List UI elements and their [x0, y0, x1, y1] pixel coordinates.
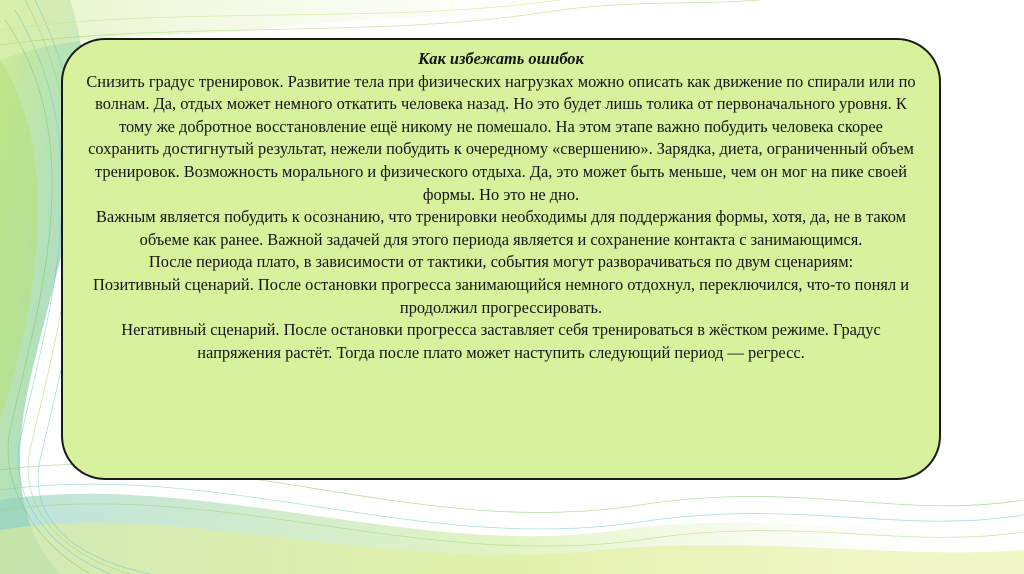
paragraph-reduce-intensity: Снизить градус тренировок. Развитие тела при физических нагрузках можно описать как движение по спирали или по волнам. Да, отдых может немного откатить человека назад. Но это будет лишь толика от первоначального уровня. К тому же добротное восстановление ещё никому не помешало. На этом этапе важно побудить человека скорее сохранить достигнутый результат, нежели побудить к очередному «свершению». Зарядка, диета, ограниченный объем тренировок. Возможность морального и физического отдыха. Да, это может быть меньше, чем он мог на пике своей формы. Но это не дно.: [86, 71, 916, 204]
paragraph-positive-scenario: Позитивный сценарий. После остановки прогресса занимающийся немного отдохнул, переключился, что-то понял и продолжил прогрессировать.: [92, 274, 910, 317]
paragraph-awareness: Важным является побудить к осознанию, что тренировки необходимы для поддержания формы, хотя, да, не в таком объеме как ранее. Важной задачей для этого периода является и сохранение контакта с занимающимся.: [95, 207, 907, 249]
paragraph-negative-scenario: Негативный сценарий. После остановки прогресса заставляет себя тренироваться в жёстком режиме. Градус напряжения растёт. Тогда после плато может наступить следующий период — регресс.: [121, 320, 881, 362]
paragraph-scenarios-intro: После периода плато, в зависимости от тактики, события могут разворачиваться по двум сценариям:: [148, 252, 854, 272]
slide-title: Как избежать ошибок: [418, 49, 584, 68]
content-box: [61, 38, 941, 480]
